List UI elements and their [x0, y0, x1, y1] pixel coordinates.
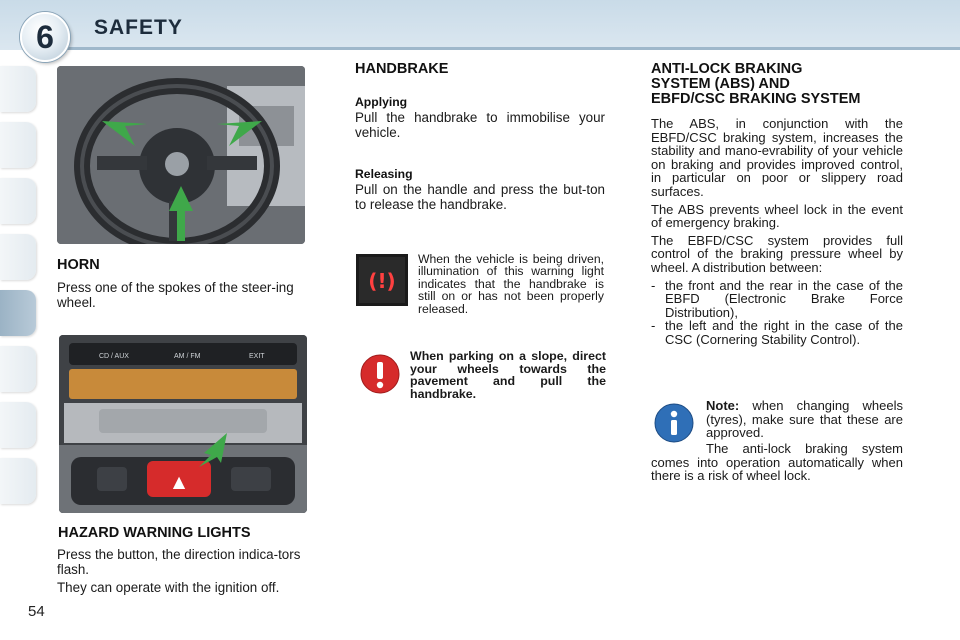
hazard-symbol: ▲: [172, 472, 186, 491]
info-icon: [654, 403, 694, 443]
note-text: when changing wheels (tyres), make sure that these are approved.: [706, 398, 903, 441]
chapter-badge: 6: [20, 12, 70, 62]
applying-subheading: Applying: [355, 95, 408, 109]
abs-heading-line1: ANTI-LOCK BRAKING: [651, 61, 803, 77]
abs-heading-line2: SYSTEM (ABS) AND: [651, 76, 790, 92]
chapter-tabs: [0, 66, 36, 514]
brake-warning-light-icon: [356, 254, 408, 306]
list-item: - the front and the rear in the case of the EBFD (Electronic Brake Force Distribution),: [651, 279, 903, 320]
distribution-list: [651, 279, 903, 347]
horn-heading: HORN: [57, 257, 100, 273]
hazard-text-1: Press the button, the direction indica-tors flash.: [57, 547, 301, 577]
chapter-tab[interactable]: [0, 66, 36, 112]
hazard-switch-photo: [59, 335, 307, 513]
chapter-tab[interactable]: [0, 178, 36, 224]
releasing-subheading: Releasing: [355, 167, 413, 181]
releasing-text: Pull on the handle and press the but-ton to release the handbrake.: [355, 182, 605, 212]
section-title: SAFETY: [94, 16, 183, 39]
handbrake-heading: HANDBRAKE: [355, 61, 449, 77]
list-item: - the left and the right in the case of the CSC (Cornering Stability Control).: [651, 319, 903, 346]
slope-advice-text: When parking on a slope, direct your wheels towards the pavement and pull the handbrake.: [410, 349, 606, 401]
dash-button-label: CD / AUX: [99, 353, 129, 360]
dash-button-label: AM / FM: [174, 353, 201, 360]
abs-body: [651, 117, 903, 347]
abs-heading-line3: EBFD/CSC BRAKING SYSTEM: [651, 91, 861, 107]
abs-para-2: The ABS prevents wheel lock in the event of emergency braking.: [651, 201, 903, 231]
steering-wheel-photo: [57, 66, 305, 244]
warning-icon: [360, 354, 400, 394]
hazard-text-2: They can operate with the ignition off.: [57, 580, 280, 595]
page-number: 54: [28, 603, 45, 620]
chapter-tab[interactable]: [0, 346, 36, 392]
chapter-tab[interactable]: [0, 402, 36, 448]
abs-heading: [651, 62, 911, 107]
handbrake-warning-text: When the vehicle is being driven, illumination of this warning light indicates that the handbrake is still on or has not been properly released.: [418, 252, 604, 316]
abs-note-para2: The anti-lock braking system comes into operation automatically when there is a risk of wheel lock.: [651, 441, 903, 484]
abs-note: [706, 399, 903, 440]
warning-light-glyph: (!): [368, 269, 396, 293]
chapter-tab-active[interactable]: [0, 290, 36, 336]
hazard-heading: HAZARD WARNING LIGHTS: [58, 525, 251, 541]
abs-para-3: The EBFD/CSC system provides full control of the braking pressure wheel by wheel. A distribution between:: [651, 232, 903, 275]
chapter-tab[interactable]: [0, 234, 36, 280]
abs-para-1: The ABS, in conjunction with the EBFD/CSC braking system, increases the stability and mano-evrability of your vehicle on braking and provides improved control, in particular on poor or slippery road surfaces.: [651, 116, 903, 199]
hazard-text: [57, 548, 309, 600]
horn-text: Press one of the spokes of the steer-ing wheel.: [57, 280, 294, 310]
note-label: Note:: [706, 398, 740, 413]
dash-button-label: EXIT: [249, 353, 265, 360]
header-rule: [60, 47, 960, 50]
chapter-tab[interactable]: [0, 458, 36, 504]
applying-text: Pull the handbrake to immobilise your vehicle.: [355, 110, 605, 140]
chapter-tab[interactable]: [0, 122, 36, 168]
